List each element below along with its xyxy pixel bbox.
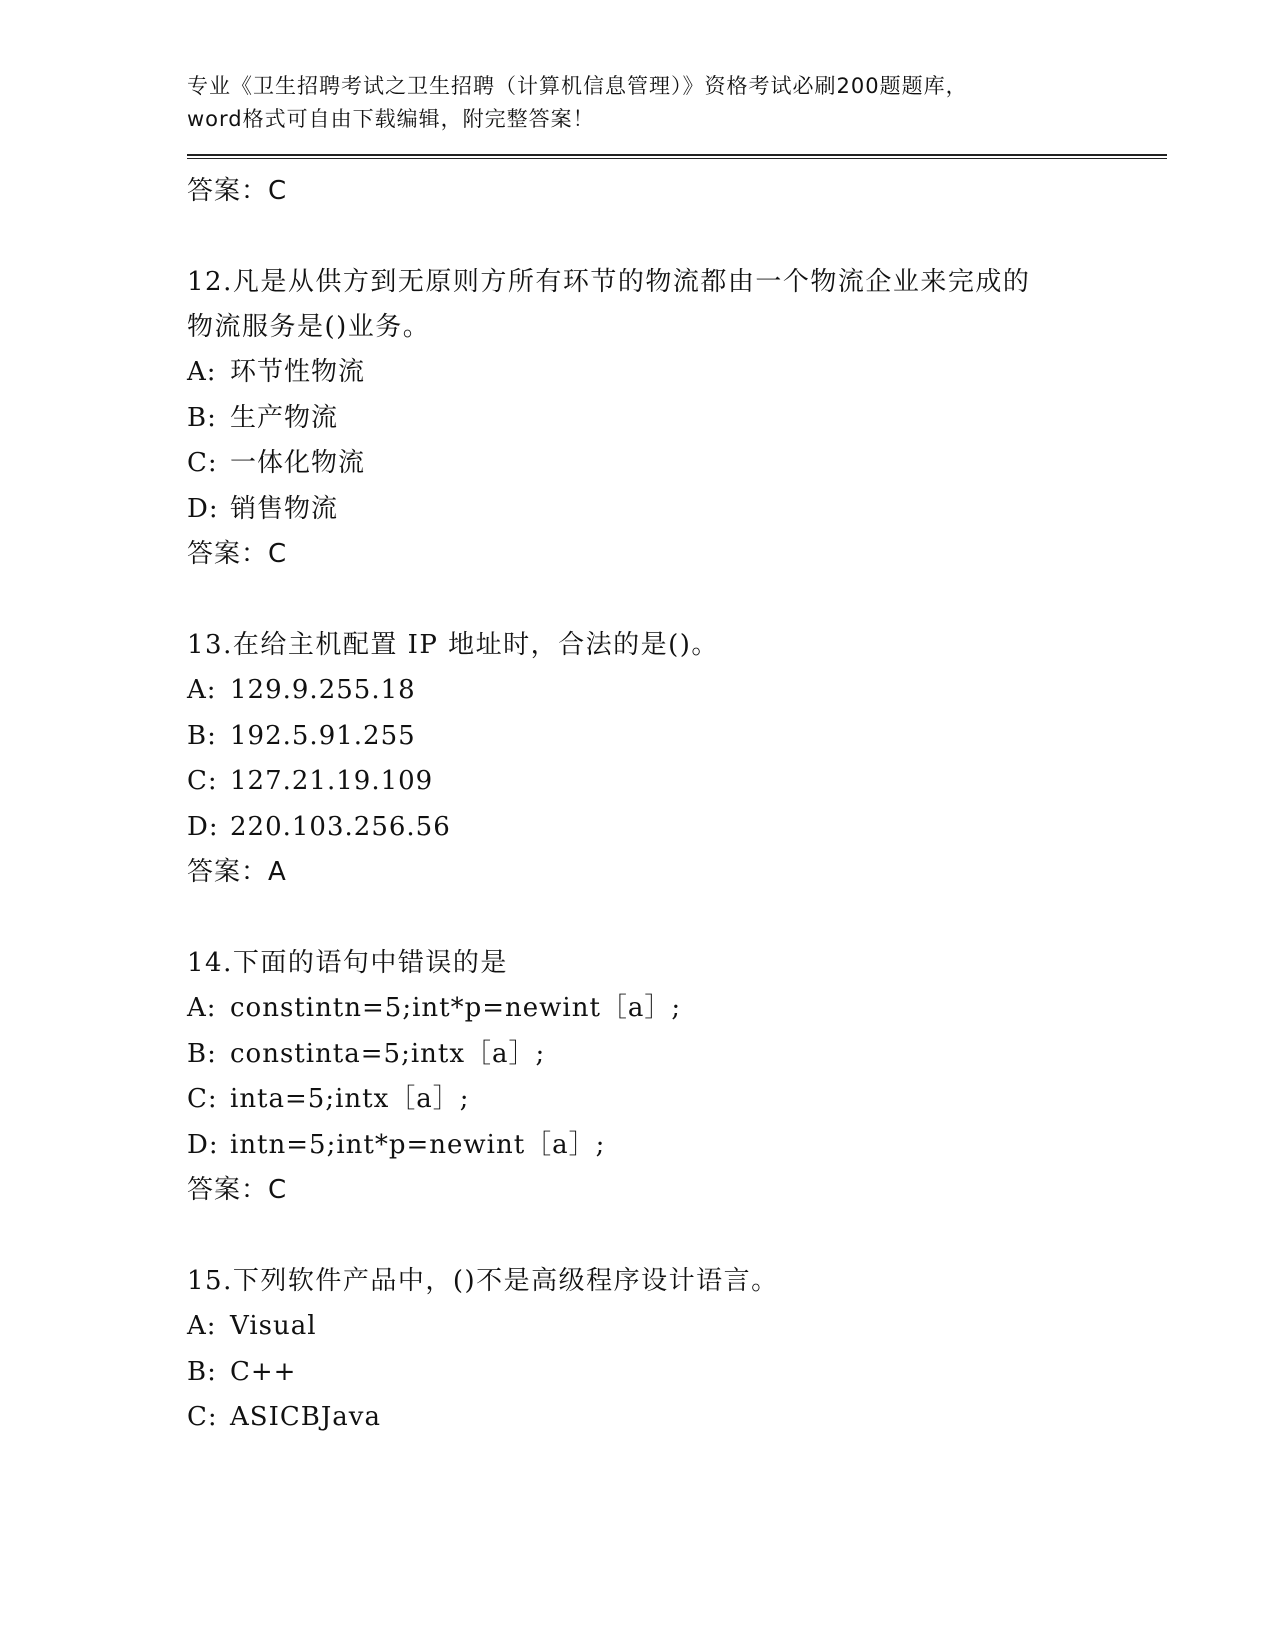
option-b: B: 192.5.91.255 <box>187 720 416 751</box>
answer-line: 答案：C <box>187 1175 288 1205</box>
option-c: C: inta=5;intx［a］; <box>187 1084 470 1114</box>
option-b: B: C++ <box>187 1356 297 1387</box>
question-stem: 物流服务是()业务。 <box>187 312 431 342</box>
question-block <box>187 623 1167 895</box>
option-a: A: Visual <box>187 1311 317 1341</box>
question-stem: 15.下列软件产品中，()不是高级程序设计语言。 <box>187 1266 779 1296</box>
header-rule <box>187 154 1167 159</box>
document-header <box>187 70 1167 136</box>
answer-label: 答案： <box>187 176 269 206</box>
question-block <box>187 260 1167 577</box>
question-block <box>187 941 1167 1213</box>
option-c: C: ASICBJava <box>187 1402 381 1432</box>
question-stem: 13.在给主机配置 IP 地址时，合法的是()。 <box>187 630 719 660</box>
answer-line: 答案：A <box>187 857 287 887</box>
answer-value: C <box>268 539 288 569</box>
option-d: D: 220.103.256.56 <box>187 811 451 842</box>
answer-value: C <box>268 1175 288 1205</box>
header-line-1: 专业《卫生招聘考试之卫生招聘（计算机信息管理）》资格考试必刷200题题库， <box>187 74 968 98</box>
header-line-2: word格式可自由下载编辑，附完整答案！ <box>187 107 595 131</box>
question-stem: 14.下面的语句中错误的是 <box>187 948 508 978</box>
option-c: C: 一体化物流 <box>187 448 366 478</box>
question-stem: 12.凡是从供方到无原则方所有环节的物流都由一个物流企业来完成的 <box>187 267 1031 297</box>
option-a: A: 环节性物流 <box>187 357 366 387</box>
option-b: B: constinta=5;intx［a］; <box>187 1038 546 1069</box>
option-d: D: intn=5;int*p=newint［a］; <box>187 1129 606 1160</box>
option-c: C: 127.21.19.109 <box>187 766 434 796</box>
answer-line: 答案：C <box>187 539 288 569</box>
option-d: D: 销售物流 <box>187 493 339 524</box>
answer-line <box>187 169 1167 214</box>
question-block <box>187 1259 1167 1441</box>
answer-value: A <box>268 857 287 887</box>
option-a: A: constintn=5;int*p=newint［a］; <box>187 993 682 1023</box>
option-b: B: 生产物流 <box>187 402 339 433</box>
document-page <box>187 70 1167 1441</box>
answer-value: C <box>268 176 288 206</box>
option-a: A: 129.9.255.18 <box>187 675 416 705</box>
